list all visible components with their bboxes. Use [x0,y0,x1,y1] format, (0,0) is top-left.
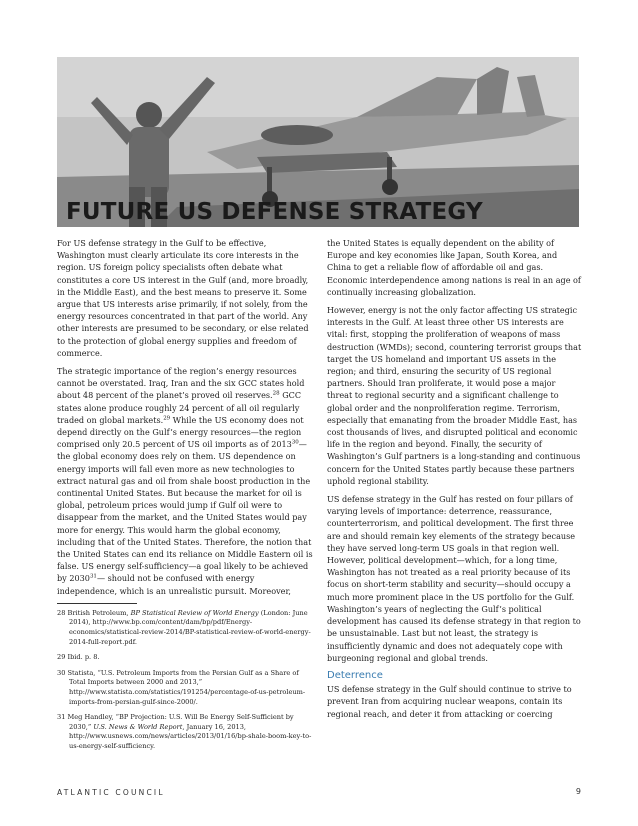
footnote-ref[interactable]: 29 [163,415,171,422]
footnote-ref[interactable]: 30 [291,439,299,446]
paragraph: However, energy is not the only factor affecting US strategic interests in the Gulf. At least three other US interests are vital: first, stopping the proliferation of weapons of mass destruction (WMDs); second, countering terrorist groups that target the US homeland and important US assets in the region; and third, ensuring the security of US regional partners. Should Iran proliferate, it would pose a major threat to regional security and a significant challenge to global order and the nonproliferation regime. Terrorism, especially that emanating from the broader Middle East, has cost thousands of lives, and disrupted political and economic life in the region and beyond. Finally, the security of Washington’s Gulf partners is a long-standing and continuous concern for the United States partly because these partners uphold regional stability. [327,305,582,486]
footnote: 29 Ibid. p. 8. [57,653,100,662]
paragraph: US defense strategy in the Gulf should continue to strive to prevent Iran from acquiring nuclear weapons, contain its regional reach, and deter it from attacking or coercing [327,684,572,719]
paragraph: The strategic importance of the region’s energy resources cannot be overstated. Iraq, Iran and the six GCC states hold about 48 percent of the planet’s proved oil reserves.$^{28}$ GCC states alone produce roughly 24 percent of all oil regularly traded on global markets.$^{29}$ While the US economy does not depend directly on the Gulf’s energy resources—the region comprised only 20.5 percent of US oil imports as of 2013$^{30}$—the global economy does rely on them. US dependence on energy imports will fall even more as new technologies to extract natural gas and oil from shale boost production in the continental United States. But because the market for oil is global, petroleum prices would jump if Gulf oil were to disappear from the market, and the United States would pay more for energy. This would harm the global economy, including that of the United States. Therefore, the notion that the United States can end its reliance on Middle Eastern oil is false. US energy self-sufficiency—a goal likely to be achieved by 2030$^{31}$— should not be confused with energy independence, which is an unrealistic pursuit. Moreover, [57,366,313,596]
footnote: 30 Statista, “U.S. Petroleum Imports from the Persian Gulf as a Share of Total Imports between 2000 and 2013,” http://www.statista.com/statistics/191254/percentage-of-us-petroleum-imports-from-persian-gulf-since-2000/. [57,668,306,706]
footnote: 28 British Petroleum, BP Statistical Review of World Energy (London: June 2014), http://www.bp.com/content/dam/bp/pdf/Energy-economics/statistical-review-2014/BP-statistical-review-of-world-energy-2014-full-report.pdf. [57,608,311,646]
section-heading: Deterrence [327,669,383,681]
paragraph: US defense strategy in the Gulf has rested on four pillars of varying levels of importance: deterrence, reassurance, counterterrorism, and political development. The first three are and should remain key elements of the strategy because they have served long-term US goals in that region well. However, political development—which, for a long time, Washington has not treated as a real priority because of its focus on short-term stability and security—should occupy a much more prominent place in the US portfolio for the Gulf. Washington’s years of neglecting the Gulf’s political development has caused its defense strategy in that region to be unsustainable. Last but not least, the strategy is insufficiently dynamic and does not adequately cope with burgeoning regional and global trends. [327,494,581,663]
page-title: FUTURE US DEFENSE STRATEGY [66,199,483,225]
page-number: 9 [575,787,581,796]
footnote: 31 Meg Handley, “BP Projection: U.S. Will Be Energy Self-Sufficient by 2030,” U.S. News & World Report, January 16, 2013, http://www.usnews.com/news/articles/2013/01/16/bp-shale-boom-key-to-us-energy-self-sufficiency. [57,713,312,751]
footnote-divider [57,603,137,604]
footer-organization: ATLANTIC COUNCIL [57,788,165,797]
left-column [57,237,315,758]
footnote-ref[interactable]: 31 [89,573,97,580]
paragraph: For US defense strategy in the Gulf to be effective, Washington must clearly articulate its core interests in the region. US foreign policy specialists often debate what constitutes a core US interest in the Gulf (and, more broadly, in the Middle East), and the best means to preserve it. Some argue that US interests arise primarily, if not solely, from the energy resources concentrated in that part of the world. Any other interests are presumed to be secondary, or else related to the protection of global energy supplies and freedom of commerce. [57,238,309,358]
paragraph: the United States is equally dependent on the ability of Europe and key economies like Japan, South Korea, and China to get a reliable flow of affordable oil and gas. Economic interdependence among nations is real in an age of continually increasing globalization. [327,238,581,297]
footnote-ref[interactable]: 28 [272,390,280,397]
right-column [327,237,583,726]
